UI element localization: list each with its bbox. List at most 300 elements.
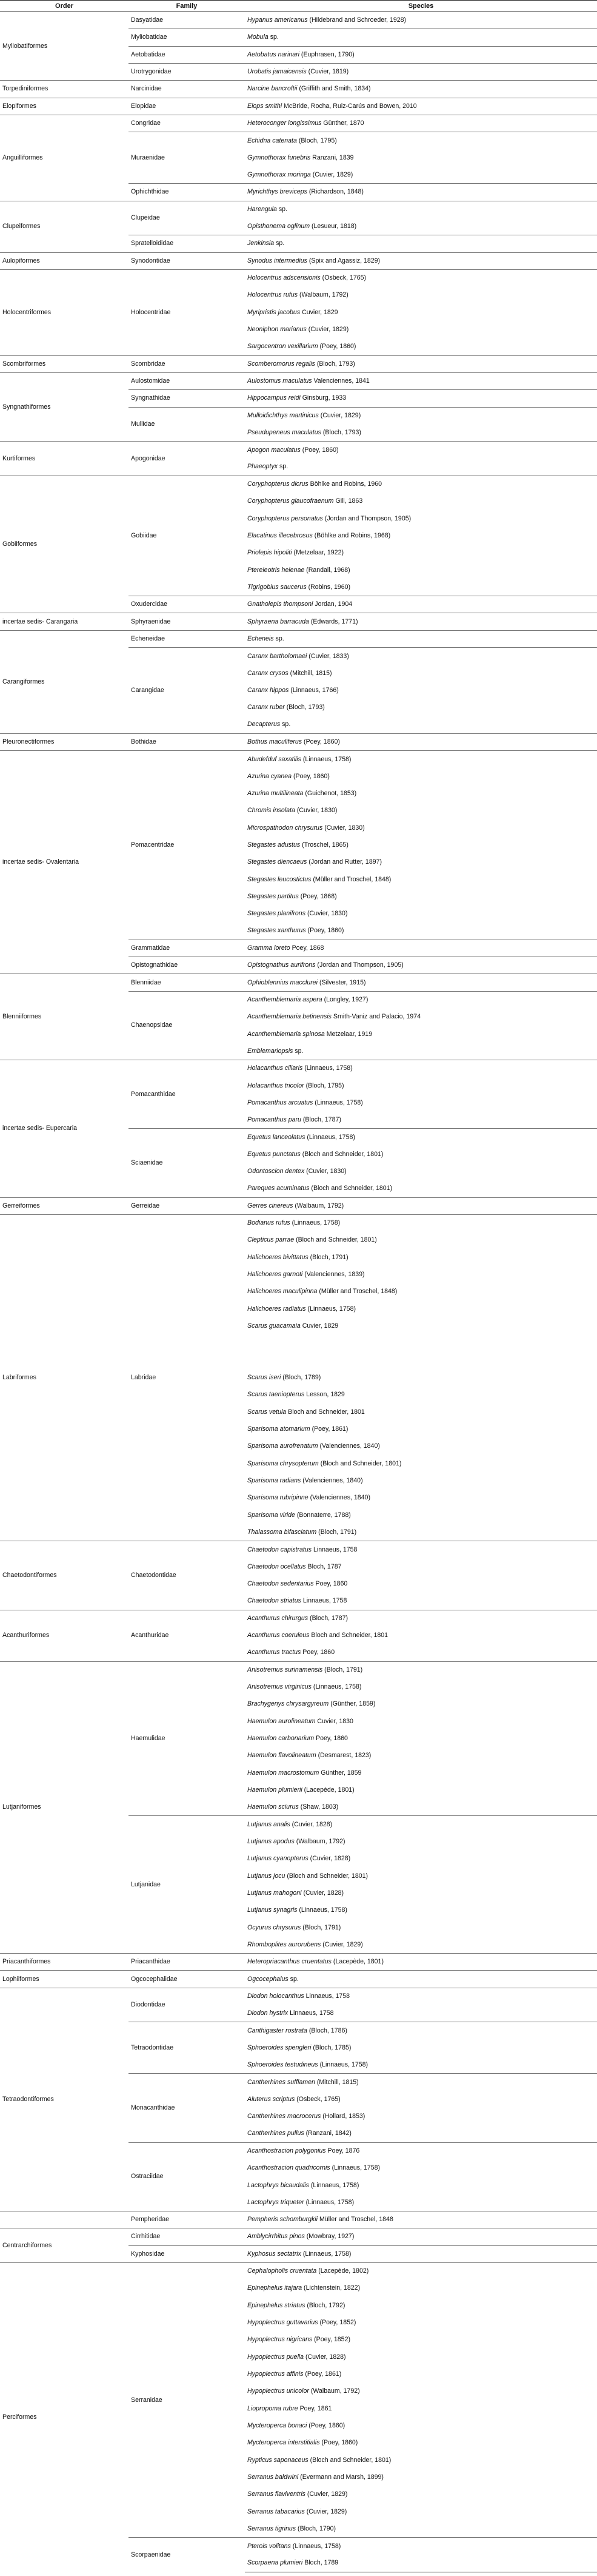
order-cell: Pleuronectiformes: [0, 733, 128, 750]
family-cell: Labridae: [128, 1214, 245, 1541]
species-name: Acanthostracion quadricornis: [247, 2164, 330, 2172]
order-cell: Priacanthiformes: [0, 1954, 128, 1971]
species-name: Mobula: [247, 33, 268, 41]
species-name: Sphyraena barracuda: [247, 617, 309, 625]
species-name: Gramma loreto: [247, 944, 290, 952]
species-authority: Metzelaar, 1919: [324, 1030, 373, 1038]
family-cell: Opistognathidae: [128, 957, 245, 974]
species-authority: (Bloch, 1787): [308, 1614, 349, 1622]
species-authority: (Bloch and Schneider, 1801): [285, 1872, 369, 1880]
species-cell: [245, 1851, 597, 1868]
species-name: Gymnothorax funebris: [247, 153, 311, 161]
species-name: Abudefduf saxatilis: [247, 755, 301, 763]
family-cell: Haemulidae: [128, 1661, 245, 1816]
species-cell: [245, 1971, 597, 1988]
species-cell: [245, 2469, 597, 2486]
species-name: Acanthurus coeruleus: [247, 1632, 310, 1639]
species-cell: [245, 1335, 597, 1352]
species-cell: [245, 2125, 597, 2142]
species-authority: (Mowbray, 1927): [304, 2233, 355, 2241]
species-cell: [245, 2142, 597, 2159]
species-authority: (Bloch, 1793): [315, 360, 355, 368]
species-name: Serranus tabacarius: [247, 2507, 305, 2515]
order-cell: Tetraodontiformes: [0, 1988, 128, 2211]
species-cell: [245, 2022, 597, 2039]
species-cell: [245, 1438, 597, 1455]
species-cell: [245, 372, 597, 389]
header-species: Species: [245, 1, 597, 12]
species-authority: Cuvier, 1829: [300, 1322, 339, 1330]
species-name: Lactophrys bicaudalis: [247, 2181, 309, 2189]
species-cell: [245, 682, 597, 699]
species-cell: [245, 2452, 597, 2469]
species-authority: (Poey, 1860): [300, 446, 339, 454]
order-cell: incertae sedis- Carangaria: [0, 613, 128, 630]
species-authority: Ranzani, 1839: [310, 153, 354, 161]
species-authority: (Bloch and Schneider, 1801): [294, 1236, 377, 1244]
species-name: Priolepis hipoliti: [247, 549, 292, 557]
species-cell: [245, 1954, 597, 1971]
species-authority: (Walbaum, 1792): [293, 1202, 344, 1209]
table-row: [0, 12, 597, 29]
species-authority: (Hildebrand and Schroeder, 1928): [307, 16, 407, 24]
species-name: Stegastes xanthurus: [247, 927, 306, 935]
species-name: Serranus flaviventris: [247, 2490, 305, 2498]
species-name: Apogon maculatus: [247, 446, 301, 454]
species-name: Scarus iseri: [247, 1374, 281, 1382]
species-cell: [245, 2366, 597, 2383]
species-name: Cantherhines macrocerus: [247, 2113, 321, 2120]
species-cell: [245, 1094, 597, 1111]
table-row: [0, 2228, 597, 2245]
species-cell: [245, 1747, 597, 1764]
species-name: Kyphosus sectatrix: [247, 2250, 301, 2258]
species-cell: [245, 2262, 597, 2279]
species-name: Ocyurus chrysurus: [247, 1923, 301, 1931]
species-cell: [245, 802, 597, 819]
species-cell: [245, 321, 597, 338]
family-cell: Urotrygonidae: [128, 63, 245, 80]
table-row: [0, 1988, 597, 2005]
species-name: Hypoplectrus nigricans: [247, 2336, 313, 2344]
order-cell: Labriformes: [0, 1214, 128, 1541]
family-cell: Carangidae: [128, 648, 245, 734]
species-authority: (Hollard, 1853): [321, 2113, 365, 2120]
header-order: Order: [0, 1, 128, 12]
table-row: [0, 1060, 597, 1077]
species-name: Ogcocephalus: [247, 1975, 288, 1983]
species-name: Holocentrus adscensionis: [247, 274, 321, 282]
species-name: Stegastes leucostictus: [247, 875, 312, 883]
species-cell: [245, 854, 597, 871]
species-cell: [245, 424, 597, 441]
species-name: Canthigaster rostrata: [247, 2026, 307, 2034]
order-cell: Kurtiformes: [0, 442, 128, 476]
species-cell: [245, 836, 597, 853]
species-authority: (Poey, 1860): [318, 343, 356, 351]
table-row: [0, 1954, 597, 1971]
species-cell: [245, 98, 597, 115]
order-cell: Lutjaniformes: [0, 1661, 128, 1954]
species-name: Lactophrys triqueter: [247, 2198, 304, 2206]
family-cell: Lutjanidae: [128, 1816, 245, 1954]
species-name: Odontoscion dentex: [247, 1168, 305, 1175]
order-cell: Centrarchiformes: [0, 2228, 128, 2263]
species-cell: [245, 2417, 597, 2434]
order-cell: Blenniiformes: [0, 974, 128, 1060]
species-authority: sp.: [280, 721, 291, 728]
species-cell: [245, 2057, 597, 2074]
species-cell: [245, 1490, 597, 1507]
species-cell: [245, 2503, 597, 2520]
family-cell: Muraenidae: [128, 132, 245, 184]
family-cell: Aulostomidae: [128, 372, 245, 389]
species-authority: (Mitchill, 1815): [288, 669, 332, 677]
species-cell: [245, 1300, 597, 1317]
species-authority: (Cuvier, 1828): [304, 2353, 346, 2361]
species-name: Phaeoptyx: [247, 463, 278, 471]
family-cell: Holocentridae: [128, 269, 245, 355]
species-cell: [245, 906, 597, 923]
species-cell: [245, 1868, 597, 1885]
species-name: Hypoplectrus puella: [247, 2353, 304, 2361]
family-cell: Sphyraenidae: [128, 613, 245, 630]
header-family: Family: [128, 1, 245, 12]
species-cell: [245, 1352, 597, 1369]
order-cell: Torpediniformes: [0, 81, 128, 98]
species-name: Lutjanus mahogoni: [247, 1889, 302, 1897]
species-name: Coryphopterus glaucofraenum: [247, 497, 334, 505]
species-name: Stegastes planifrons: [247, 910, 305, 918]
species-authority: (Linnaeus, 1758): [302, 1064, 353, 1072]
species-cell: [245, 2245, 597, 2262]
species-name: Sparisoma radians: [247, 1477, 301, 1485]
species-authority: (Cuvier, 1829): [305, 2490, 348, 2498]
species-cell: [245, 2383, 597, 2400]
species-name: Halichoeres radiatus: [247, 1305, 306, 1313]
species-authority: Bloch and Schneider, 1801: [286, 1408, 365, 1416]
species-authority: (Metzelaar, 1922): [292, 549, 344, 557]
family-cell: Echeneidae: [128, 630, 245, 647]
family-cell: Spratelloididae: [128, 235, 245, 252]
species-authority: Cuvier, 1830: [315, 1717, 353, 1725]
family-cell: Grammatidae: [128, 940, 245, 957]
species-name: Ptereleotris helenae: [247, 566, 305, 574]
species-cell: [245, 1214, 597, 1231]
family-cell: Serranidae: [128, 2262, 245, 2537]
order-cell: incertae sedis- Eupercaria: [0, 1060, 128, 1198]
family-cell: Pempheridae: [128, 2211, 245, 2228]
species-name: Myripristis jacobus: [247, 308, 301, 316]
species-name: Chaetodon striatus: [247, 1597, 301, 1605]
order-cell: Carangiformes: [0, 630, 128, 733]
table-row: [0, 733, 597, 750]
order-cell: Elopiformes: [0, 98, 128, 115]
species-authority: (Lacepède, 1801): [302, 1786, 355, 1794]
species-name: Pterois volitans: [247, 2542, 291, 2550]
species-cell: [245, 2211, 597, 2228]
species-authority: (Evermann and Marsh, 1899): [298, 2473, 384, 2481]
species-authority: Linnaeus, 1758: [288, 2009, 334, 2017]
family-cell: Narcinidae: [128, 81, 245, 98]
species-cell: [245, 1129, 597, 1146]
species-authority: (Jordan and Rutter, 1897): [307, 858, 382, 866]
family-cell: Ophichthidae: [128, 184, 245, 201]
table-row: [0, 974, 597, 991]
species-authority: sp.: [274, 240, 285, 247]
order-cell: Chaetodontiformes: [0, 1541, 128, 1610]
species-cell: [245, 1524, 597, 1541]
species-name: Diodon hystrix: [247, 2009, 288, 2017]
species-authority: McBride, Rocha, Ruiz-Carús and Bowen, 2010: [282, 102, 417, 110]
species-authority: sp.: [293, 1047, 304, 1055]
species-name: Hypanus americanus: [247, 16, 308, 24]
species-name: Stegastes adustus: [247, 841, 301, 849]
order-cell: Clupeiformes: [0, 201, 128, 252]
species-authority: (Poey, 1852): [318, 2319, 356, 2327]
order-cell: Gerreiformes: [0, 1197, 128, 1214]
family-cell: Synodontidae: [128, 252, 245, 269]
species-cell: [245, 29, 597, 46]
species-authority: (Spix and Agassiz, 1829): [307, 257, 381, 264]
species-authority: (Poey, 1868): [298, 892, 337, 900]
species-cell: [245, 1799, 597, 1816]
species-cell: [245, 1455, 597, 1472]
order-cell: Holocentriformes: [0, 269, 128, 355]
species-authority: (Poey, 1860): [292, 772, 330, 780]
species-name: Acanthurus chirurgus: [247, 1614, 309, 1622]
species-name: Brachygenys chrysargyreum: [247, 1700, 329, 1708]
species-authority: (Bloch, 1792): [305, 2301, 345, 2309]
species-name: Heteropriacanthus cruentatus: [247, 1958, 332, 1966]
species-authority: Günther, 1870: [321, 119, 364, 127]
species-cell: [245, 149, 597, 166]
species-name: Azurina cyanea: [247, 772, 292, 780]
family-cell: Blenniidae: [128, 974, 245, 991]
species-cell: [245, 1077, 597, 1094]
species-cell: [245, 2039, 597, 2056]
species-cell: [245, 1043, 597, 1060]
order-cell: Myliobatiformes: [0, 12, 128, 81]
family-cell: Pomacanthidae: [128, 1060, 245, 1129]
species-name: Pomacanthus paru: [247, 1115, 301, 1123]
order-cell: Aulopiformes: [0, 252, 128, 269]
species-cell: [245, 2297, 597, 2314]
species-name: Sargocentron vexillarium: [247, 343, 318, 351]
species-authority: (Lesueur, 1818): [310, 222, 357, 230]
species-cell: [245, 579, 597, 596]
table-row: [0, 269, 597, 286]
species-cell: [245, 1713, 597, 1730]
species-cell: [245, 46, 597, 63]
species-authority: (Walbaum, 1792): [298, 291, 349, 299]
species-authority: sp.: [273, 634, 284, 642]
species-cell: [245, 2332, 597, 2349]
species-name: Rhomboplites aurorubens: [247, 1940, 321, 1948]
species-authority: (Osbeck, 1765): [295, 2095, 341, 2103]
species-authority: (Jordan and Thompson, 1905): [315, 961, 404, 969]
order-cell: [0, 2211, 128, 2228]
species-name: Tigrigobius saucerus: [247, 583, 307, 591]
family-cell: Gobiidae: [128, 476, 245, 596]
species-authority: (Ranzani, 1842): [304, 2130, 352, 2137]
species-cell: [245, 1919, 597, 1936]
family-cell: Mullidae: [128, 407, 245, 442]
species-cell: [245, 1541, 597, 1558]
species-authority: (Valenciennes, 1839): [302, 1271, 365, 1279]
species-cell: [245, 442, 597, 459]
species-cell: [245, 1627, 597, 1644]
species-name: Elacatinus illecebrosus: [247, 532, 313, 539]
species-authority: (Poey, 1860): [305, 927, 344, 935]
family-cell: Scombridae: [128, 355, 245, 372]
species-cell: [245, 940, 597, 957]
species-name: Halichoeres bivittatus: [247, 1253, 309, 1261]
species-name: Scarus taeniopterus: [247, 1391, 305, 1399]
species-authority: (Linnaeus, 1766): [288, 686, 339, 694]
species-cell: [245, 2538, 597, 2555]
species-cell: [245, 510, 597, 527]
species-authority: (Bonnaterre, 1788): [295, 1511, 351, 1519]
species-authority: (Linnaeus, 1758): [297, 1906, 347, 1914]
species-name: Lutjanus cyanopterus: [247, 1855, 309, 1863]
species-name: Amblycirrhitus pinos: [247, 2233, 305, 2241]
species-cell: [245, 1696, 597, 1713]
species-cell: [245, 2228, 597, 2245]
species-cell: [245, 2160, 597, 2177]
species-authority: (Poey, 1861): [310, 1425, 349, 1433]
table-row: [0, 98, 597, 115]
species-cell: [245, 1558, 597, 1575]
species-name: Hypoplectrus guttavarius: [247, 2319, 318, 2327]
species-authority: Günther, 1859: [319, 1769, 362, 1777]
family-cell: Pomacentridae: [128, 751, 245, 940]
species-name: Azurina multilineata: [247, 789, 304, 797]
species-name: Haemulon sciurus: [247, 1803, 299, 1811]
family-cell: Ogcocephalidae: [128, 1971, 245, 1988]
species-cell: [245, 785, 597, 802]
table-row: [0, 2262, 597, 2279]
species-cell: [245, 1610, 597, 1627]
species-name: Hypoplectrus affinis: [247, 2370, 304, 2378]
species-authority: (Poey, 1861): [303, 2370, 342, 2378]
table-header: [0, 1, 597, 12]
table-body: [0, 12, 597, 2572]
species-cell: [245, 235, 597, 252]
species-name: Chaetodon sedentarius: [247, 1580, 314, 1588]
species-authority: (Bloch and Schneider, 1801): [308, 2456, 392, 2464]
species-name: Stegastes diencaeus: [247, 858, 307, 866]
species-name: Neoniphon marianus: [247, 326, 307, 334]
species-name: Sparisoma rubripinne: [247, 1494, 309, 1502]
species-authority: Linnaeus, 1758: [312, 1545, 358, 1553]
species-authority: (Cuvier, 1830): [322, 824, 365, 832]
species-name: Myrichthys breviceps: [247, 188, 307, 196]
species-authority: (Poey, 1860): [319, 2439, 358, 2447]
species-cell: [245, 1661, 597, 1678]
family-cell: Clupeidae: [128, 201, 245, 235]
table-row: [0, 115, 597, 132]
species-name: Lutjanus analis: [247, 1820, 290, 1828]
species-cell: [245, 115, 597, 132]
species-cell: [245, 1249, 597, 1266]
species-authority: sp.: [288, 1975, 299, 1983]
species-cell: [245, 2555, 597, 2572]
species-cell: [245, 269, 597, 286]
species-cell: [245, 407, 597, 424]
species-name: Elops smithi: [247, 102, 282, 110]
species-authority: sp.: [278, 463, 288, 471]
species-name: Chaetodon capistratus: [247, 1545, 312, 1553]
species-cell: [245, 751, 597, 768]
table-row: [0, 355, 597, 372]
species-cell: [245, 699, 597, 716]
species-cell: [245, 338, 597, 355]
species-authority: (Linnaeus, 1758): [290, 1219, 341, 1227]
species-name: Lutjanus apodus: [247, 1837, 295, 1845]
species-name: Bothus maculiferus: [247, 738, 302, 745]
species-cell: [245, 1387, 597, 1404]
species-cell: [245, 1593, 597, 1610]
species-name: Coryphopterus dicrus: [247, 480, 309, 488]
species-name: Serranus tigrinus: [247, 2524, 296, 2532]
species-authority: (Cuvier, 1829): [306, 326, 349, 334]
species-cell: [245, 493, 597, 510]
species-name: Opistognathus aurifrons: [247, 961, 316, 969]
species-name: Diodon holocanthus: [247, 1993, 304, 2000]
species-cell: [245, 1266, 597, 1283]
species-name: Cephalopholis cruentata: [247, 2267, 317, 2275]
species-authority: (Edwards, 1771): [309, 617, 358, 625]
species-authority: (Linnaeus, 1758): [313, 1098, 363, 1106]
species-cell: [245, 1902, 597, 1919]
family-cell: Dasyatidae: [128, 12, 245, 29]
family-cell: Tetraodontidae: [128, 2022, 245, 2074]
species-cell: [245, 166, 597, 183]
species-name: Mycteroperca bonaci: [247, 2422, 307, 2430]
species-name: Pareques acuminatus: [247, 1185, 310, 1192]
family-cell: Oxudercidae: [128, 596, 245, 613]
species-authority: (Valenciennes, 1840): [318, 1442, 380, 1450]
species-authority: (Valenciennes, 1840): [301, 1477, 363, 1485]
species-authority: (Shaw, 1803): [298, 1803, 339, 1811]
species-cell: [245, 2349, 597, 2366]
species-name: Ophioblennius macclurei: [247, 978, 318, 986]
species-name: Epinephelus striatus: [247, 2301, 305, 2309]
family-cell: Diodontidae: [128, 1988, 245, 2022]
species-authority: Valenciennes, 1841: [312, 377, 370, 385]
species-cell: [245, 287, 597, 304]
species-name: Halichoeres garnoti: [247, 1271, 303, 1279]
species-authority: Poey, 1868: [290, 944, 324, 952]
species-authority: (Linnaeus, 1758): [330, 2164, 381, 2172]
family-cell: Aetobatidae: [128, 46, 245, 63]
species-name: Sphoeroides testudineus: [247, 2060, 318, 2068]
species-cell: [245, 2400, 597, 2417]
species-cell: [245, 1026, 597, 1043]
species-name: Liopropoma rubre: [247, 2404, 298, 2412]
species-authority: (Lacepède, 1802): [316, 2267, 369, 2275]
species-authority: Poey, 1876: [325, 2147, 360, 2155]
species-name: Caranx hippos: [247, 686, 289, 694]
species-cell: [245, 1180, 597, 1197]
species-authority: (Poey, 1860): [302, 738, 340, 745]
species-cell: [245, 2005, 597, 2022]
species-cell: [245, 2177, 597, 2194]
family-cell: Scorpaenidae: [128, 2538, 245, 2572]
species-cell: [245, 2280, 597, 2297]
species-cell: [245, 184, 597, 201]
